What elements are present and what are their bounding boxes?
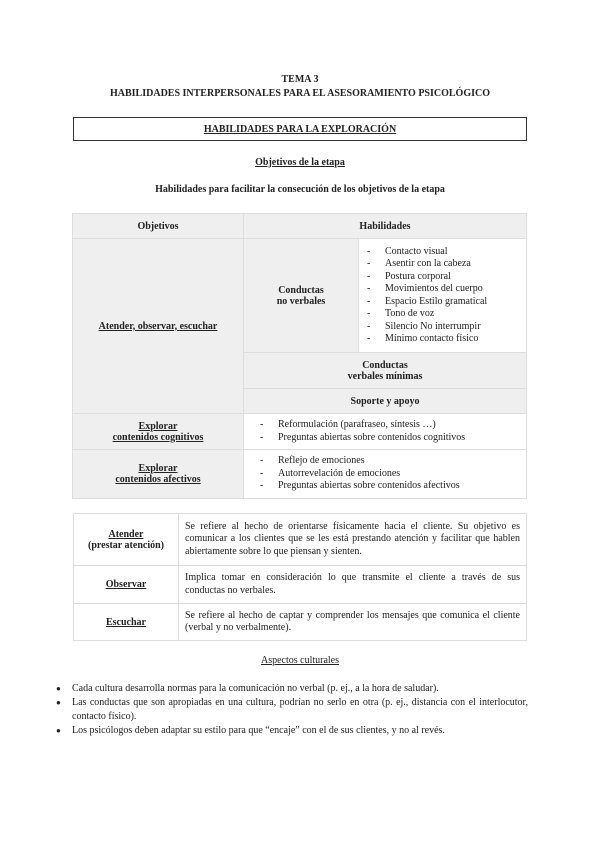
nonverbal-list [359,239,527,353]
cultural-list [56,682,528,738]
nonverbal-item: - Asentir con la cabeza [365,258,520,271]
affective-item: - Preguntas abiertas sobre contenidos afectivos [258,480,520,493]
nonverbal-item: - Tono de voz [365,308,520,321]
def-observar: Implica tomar en consideración lo que transmite el cliente a través de sus conductas no verbales. [179,566,527,604]
nonverbal-item: - Movimientos del cuerpo [365,283,520,296]
heading-objetivos: Objetivos de la etapa [255,157,345,168]
nonverbal-item: - Contacto visual [365,246,520,259]
affective-item: - Autorrevelación de emociones [258,468,520,481]
heading-cultural: Aspectos culturales [260,655,340,666]
term-atender: Atender (prestar atención) [74,514,179,566]
verbal-label: Conductas verbales mínimas [244,353,527,389]
nonverbal-item: - Espacio Estilo gramatical [365,296,520,309]
affective-list [244,450,527,499]
nonverbal-item: - Silencio No interrumpir [365,321,520,334]
objective-afectivos: Explorar contenidos afectivos [73,450,244,499]
doc-subtitle: HABILIDADES INTERPERSONALES PARA EL ASESORAMIENTO PSICOLÓGICO [110,88,490,99]
cognitive-item: - Reformulación (parafraseo, síntesis …) [258,419,520,432]
support-label: Soporte y apoyo [244,389,527,414]
term-escuchar: Escuchar [74,604,179,641]
heading-habilidades: Habilidades para facilitar la consecución de los objetivos de la etapa [155,184,445,195]
affective-item: - Reflejo de emociones [258,455,520,468]
cognitive-list [244,414,527,450]
header-objetivos: Objetivos [73,214,244,239]
skills-table [72,213,527,499]
nonverbal-item: - Mínimo contacto físico [365,333,520,346]
nonverbal-label: Conductas no verbales [244,239,359,353]
cultural-bullet: ● Cada cultura desarrolla normas para la comunicación no verbal (p. ej., a la hora de saludar). [56,682,528,696]
term-observar: Observar [74,566,179,604]
objective-atender: Atender, observar, escuchar [73,239,244,414]
nonverbal-item: - Postura corporal [365,271,520,284]
header-habilidades: Habilidades [244,214,527,239]
objective-cognitivos: Explorar contenidos cognitivos [73,414,244,450]
cognitive-item: - Preguntas abiertas sobre contenidos cognitivos [258,432,520,445]
cultural-bullet: ● Los psicólogos deben adaptar su estilo para que “encaje” con el de sus clientes, y no al revés. [56,724,528,738]
def-atender: Se refiere al hecho de orientarse físicamente hacia el cliente. Su objetivo es comunicar a los clientes que se les está prestando atención y facilitar que hablen abiertamente sobre lo que piensan y sienten. [179,514,527,566]
section-title-box: HABILIDADES PARA LA EXPLORACIÓN [73,117,527,141]
doc-title: TEMA 3 [281,74,319,85]
definitions-table [73,513,527,641]
cultural-bullet: ● Las conductas que son apropiadas en una cultura, podrían no serlo en otra (p. ej., distancia con el interlocutor, contacto físico). [56,696,528,724]
def-escuchar: Se refiere al hecho de captar y comprender los mensajes que comunica el cliente (verbal y no verbalmente). [179,604,527,641]
